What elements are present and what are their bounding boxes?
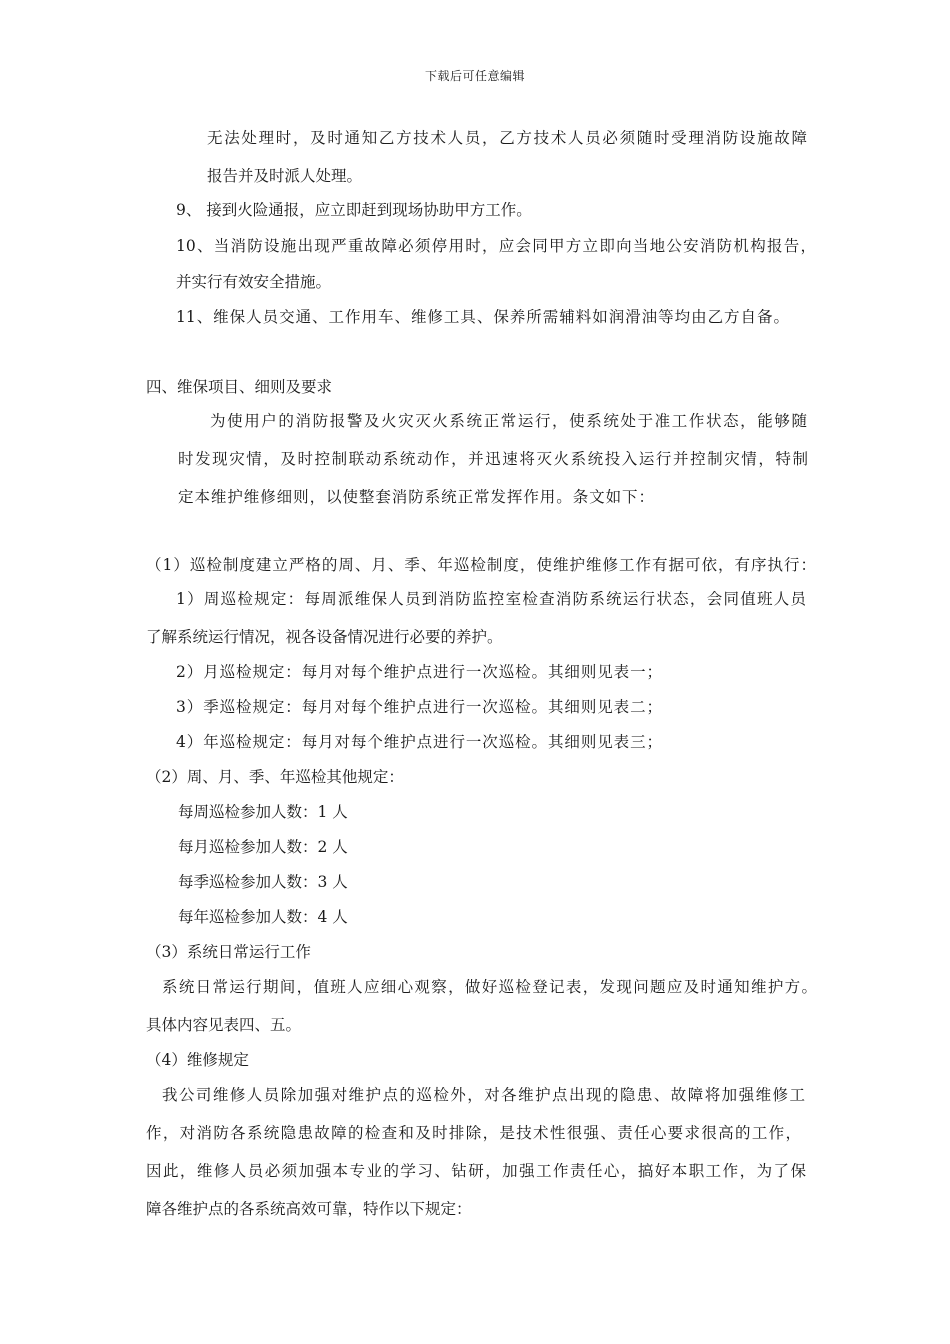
text-line: （1）巡检制度建立严格的周、月、季、年巡检制度，使维护维修工作有据可依，有序执行： (146, 556, 816, 574)
text-line: 定本维护维修细则，以使整套消防系统正常发挥作用。条文如下： (178, 488, 654, 506)
text-line: 作，对消防各系统隐患故障的检查和及时排除，是技术性很强、责任心要求很高的工作， (146, 1124, 801, 1142)
text-line: 每季巡检参加人数：3 人 (178, 873, 348, 891)
text-line: 10、当消防设施出现严重故障必须停用时，应会同甲方立即向当地公安消防机构报告， (176, 237, 816, 255)
text-line: （4）维修规定 (146, 1051, 249, 1069)
text-line: 3）季巡检规定：每月对每个维护点进行一次巡检。其细则见表二； (176, 698, 662, 716)
text-line: 2）月巡检规定：每月对每个维护点进行一次巡检。其细则见表一； (176, 663, 662, 681)
section-heading: 四、维保项目、细则及要求 (146, 378, 333, 396)
text-line: （2）周、月、季、年巡检其他规定： (146, 768, 404, 786)
text-line: 报告并及时派人处理。 (207, 167, 363, 185)
text-line: 每月巡检参加人数：2 人 (178, 838, 348, 856)
text-line: 障各维护点的各系统高效可靠，特作以下规定： (146, 1200, 472, 1218)
text-line: 时发现灾情，及时控制联动系统动作，并迅速将灭火系统投入运行并控制灾情，特制 (178, 450, 808, 468)
text-line: 我公司维修人员除加强对维护点的巡检外，对各维护点出现的隐患、故障将加强维修工 (162, 1086, 805, 1104)
text-line: 4）年巡检规定：每月对每个维护点进行一次巡检。其细则见表三； (176, 733, 662, 751)
text-line: 9、 接到火险通报，应立即赶到现场协助甲方工作。 (176, 201, 532, 219)
text-line: 每周巡检参加人数：1 人 (178, 803, 348, 821)
page-header-note: 下载后可任意编辑 (424, 69, 525, 83)
text-line: 无法处理时，及时通知乙方技术人员，乙方技术人员必须随时受理消防设施故障 (207, 129, 807, 147)
text-line: 并实行有效安全措施。 (176, 273, 332, 291)
text-line: 为使用户的消防报警及火灾灭火系统正常运行，使系统处于准工作状态，能够随 (210, 412, 807, 430)
text-line: 11、维保人员交通、工作用车、维修工具、保养所需辅料如润滑油等均由乙方自备。 (176, 308, 789, 326)
text-line: 每年巡检参加人数：4 人 (178, 908, 348, 926)
text-line: 1）周巡检规定：每周派维保人员到消防监控室检查消防系统运行状态，会同值班人员 (176, 590, 806, 608)
text-line: 了解系统运行情况，视各设备情况进行必要的养护。 (146, 628, 503, 646)
text-line: 具体内容见表四、五。 (146, 1016, 302, 1034)
text-line: （3）系统日常运行工作 (146, 943, 311, 961)
text-line: 系统日常运行期间，值班人应细心观察，做好巡检登记表，发现问题应及时通知维护方。 (162, 978, 817, 996)
text-line: 因此，维修人员必须加强本专业的学习、钻研，加强工作责任心，搞好本职工作，为了保 (146, 1162, 806, 1180)
